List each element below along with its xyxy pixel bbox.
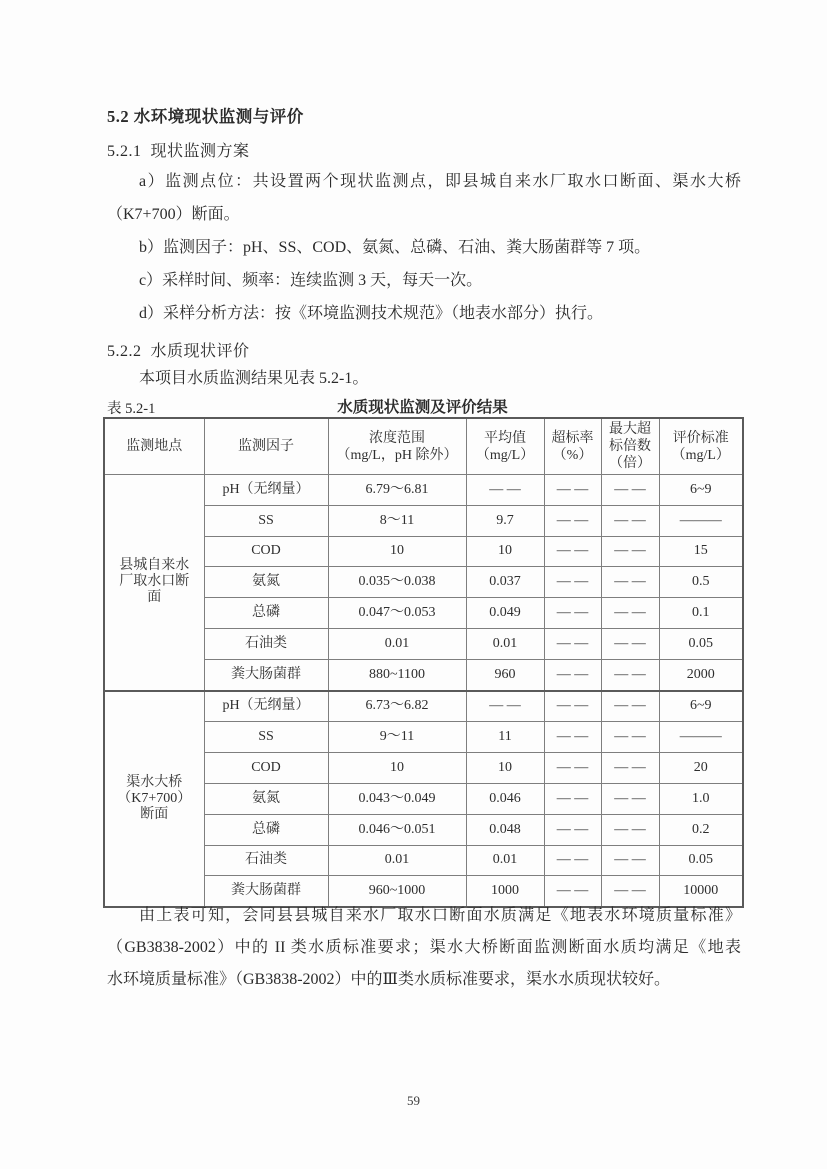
multiple-cell: — — — [601, 783, 659, 814]
standard-cell: 0.5 — [659, 567, 743, 598]
factor-cell: COD — [204, 536, 328, 567]
rate-cell: — — — [544, 628, 601, 659]
table-row — [104, 475, 743, 506]
rate-cell: — — — [544, 845, 601, 876]
multiple-cell: — — — [601, 505, 659, 536]
multiple-cell: — — — [601, 722, 659, 753]
factor-cell: pH（无纲量） — [204, 691, 328, 722]
factor-cell: 石油类 — [204, 845, 328, 876]
rate-cell: — — — [544, 536, 601, 567]
paragraph-line: （K7+700）断面。 — [107, 206, 240, 223]
standard-cell: 6~9 — [659, 475, 743, 506]
factor-cell: 总磷 — [204, 814, 328, 845]
range-cell: 0.046～0.051 — [328, 814, 466, 845]
standard-cell: 0.05 — [659, 845, 743, 876]
rate-cell: — — — [544, 876, 601, 907]
multiple-cell: — — — [601, 536, 659, 567]
avg-cell: 0.046 — [466, 783, 544, 814]
standard-cell: 0.1 — [659, 598, 743, 629]
location-cell: 渠水大桥 （K7+700） 断面 — [104, 691, 204, 908]
column-header-standard: 评价标准 （mg/L） — [659, 418, 743, 475]
table-caption-title: 水质现状监测及评价结果 — [337, 399, 508, 416]
avg-cell: — — — [466, 691, 544, 722]
avg-cell: 0.01 — [466, 628, 544, 659]
avg-cell: 0.01 — [466, 845, 544, 876]
multiple-cell: — — — [601, 598, 659, 629]
paragraph-line: b）监测因子：pH、SS、COD、氨氮、总磷、石油、粪大肠菌群等 7 项。 — [139, 239, 651, 256]
standard-cell: 6~9 — [659, 691, 743, 722]
rate-cell: — — — [544, 659, 601, 690]
multiple-cell: — — — [601, 659, 659, 690]
section-heading-5-2-2: 5.2.2 水质现状评价 — [107, 343, 250, 360]
factor-cell: 氨氮 — [204, 783, 328, 814]
avg-cell: 960 — [466, 659, 544, 690]
range-cell: 8～11 — [328, 505, 466, 536]
paragraph-line: c）采样时间、频率：连续监测 3 天，每天一次。 — [139, 272, 483, 289]
table-caption-label: 表 5.2-1 — [107, 401, 156, 417]
factor-cell: pH（无纲量） — [204, 475, 328, 506]
header-row — [104, 418, 743, 475]
column-header-factor: 监测因子 — [204, 418, 328, 475]
range-cell: 0.047～0.053 — [328, 598, 466, 629]
avg-cell: 0.049 — [466, 598, 544, 629]
standard-cell: ——— — [659, 722, 743, 753]
range-cell: 0.01 — [328, 628, 466, 659]
multiple-cell: — — — [601, 628, 659, 659]
avg-cell: 0.048 — [466, 814, 544, 845]
rate-cell: — — — [544, 475, 601, 506]
rate-cell: — — — [544, 753, 601, 784]
range-cell: 10 — [328, 753, 466, 784]
factor-cell: 粪大肠菌群 — [204, 659, 328, 690]
multiple-cell: — — — [601, 876, 659, 907]
paragraph-line: a）监测点位：共设置两个现状监测点，即县城自来水厂取水口断面、渠水大桥 — [139, 173, 741, 190]
multiple-cell: — — — [601, 475, 659, 506]
standard-cell: ——— — [659, 505, 743, 536]
avg-cell: 10 — [466, 536, 544, 567]
factor-cell: 石油类 — [204, 628, 328, 659]
factor-cell: 氨氮 — [204, 567, 328, 598]
range-cell: 6.79～6.81 — [328, 475, 466, 506]
avg-cell: 1000 — [466, 876, 544, 907]
factor-cell: 粪大肠菌群 — [204, 876, 328, 907]
column-header-exceed-rate: 超标率 （%） — [544, 418, 601, 475]
standard-cell: 0.05 — [659, 628, 743, 659]
paragraph-line: d）采样分析方法：按《环境监测技术规范》（地表水部分）执行。 — [139, 305, 604, 322]
standard-cell: 20 — [659, 753, 743, 784]
rate-cell: — — — [544, 691, 601, 722]
range-cell: 880~1100 — [328, 659, 466, 690]
rate-cell: — — — [544, 814, 601, 845]
multiple-cell: — — — [601, 814, 659, 845]
rate-cell: — — — [544, 722, 601, 753]
avg-cell: 10 — [466, 753, 544, 784]
rate-cell: — — — [544, 505, 601, 536]
avg-cell: 11 — [466, 722, 544, 753]
multiple-cell: — — — [601, 567, 659, 598]
conclusion-line: （GB3838-2002）中的 II 类水质标准要求；渠水大桥断面监测断面水质均满足《地表 — [107, 939, 741, 956]
section-heading-5-2-1: 5.2.1 现状监测方案 — [107, 143, 250, 160]
standard-cell: 10000 — [659, 876, 743, 907]
factor-cell: SS — [204, 505, 328, 536]
range-cell: 960~1000 — [328, 876, 466, 907]
avg-cell: 0.037 — [466, 567, 544, 598]
column-header-location: 监测地点 — [104, 418, 204, 475]
paragraph-line: 本项目水质监测结果见表 5.2-1。 — [139, 370, 369, 387]
rate-cell: — — — [544, 783, 601, 814]
range-cell: 0.01 — [328, 845, 466, 876]
factor-cell: 总磷 — [204, 598, 328, 629]
range-cell: 0.035～0.038 — [328, 567, 466, 598]
page-number: 59 — [407, 1093, 420, 1108]
rate-cell: — — — [544, 567, 601, 598]
results-table — [103, 417, 744, 908]
avg-cell: 9.7 — [466, 505, 544, 536]
range-cell: 10 — [328, 536, 466, 567]
column-header-max-exceed: 最大超 标倍数 （倍） — [601, 418, 659, 475]
standard-cell: 0.2 — [659, 814, 743, 845]
section-heading-5-2: 5.2 水环境现状监测与评价 — [107, 107, 304, 126]
standard-cell: 1.0 — [659, 783, 743, 814]
conclusion-line: 由上表可知，会同县县城自来水厂取水口断面水质满足《地表水环境质量标准》 — [139, 907, 741, 924]
table-row — [104, 691, 743, 722]
factor-cell: COD — [204, 753, 328, 784]
standard-cell: 2000 — [659, 659, 743, 690]
standard-cell: 15 — [659, 536, 743, 567]
multiple-cell: — — — [601, 753, 659, 784]
range-cell: 0.043～0.049 — [328, 783, 466, 814]
location-cell: 县城自来水 厂取水口断 面 — [104, 475, 204, 691]
conclusion-line: 水环境质量标准》（GB3838-2002）中的Ⅲ类水质标准要求，渠水水质现状较好。 — [107, 971, 670, 988]
factor-cell: SS — [204, 722, 328, 753]
avg-cell: — — — [466, 475, 544, 506]
column-header-range: 浓度范围 （mg/L，pH 除外） — [328, 418, 466, 475]
multiple-cell: — — — [601, 691, 659, 722]
range-cell: 9～11 — [328, 722, 466, 753]
rate-cell: — — — [544, 598, 601, 629]
multiple-cell: — — — [601, 845, 659, 876]
column-header-average: 平均值 （mg/L） — [466, 418, 544, 475]
range-cell: 6.73～6.82 — [328, 691, 466, 722]
